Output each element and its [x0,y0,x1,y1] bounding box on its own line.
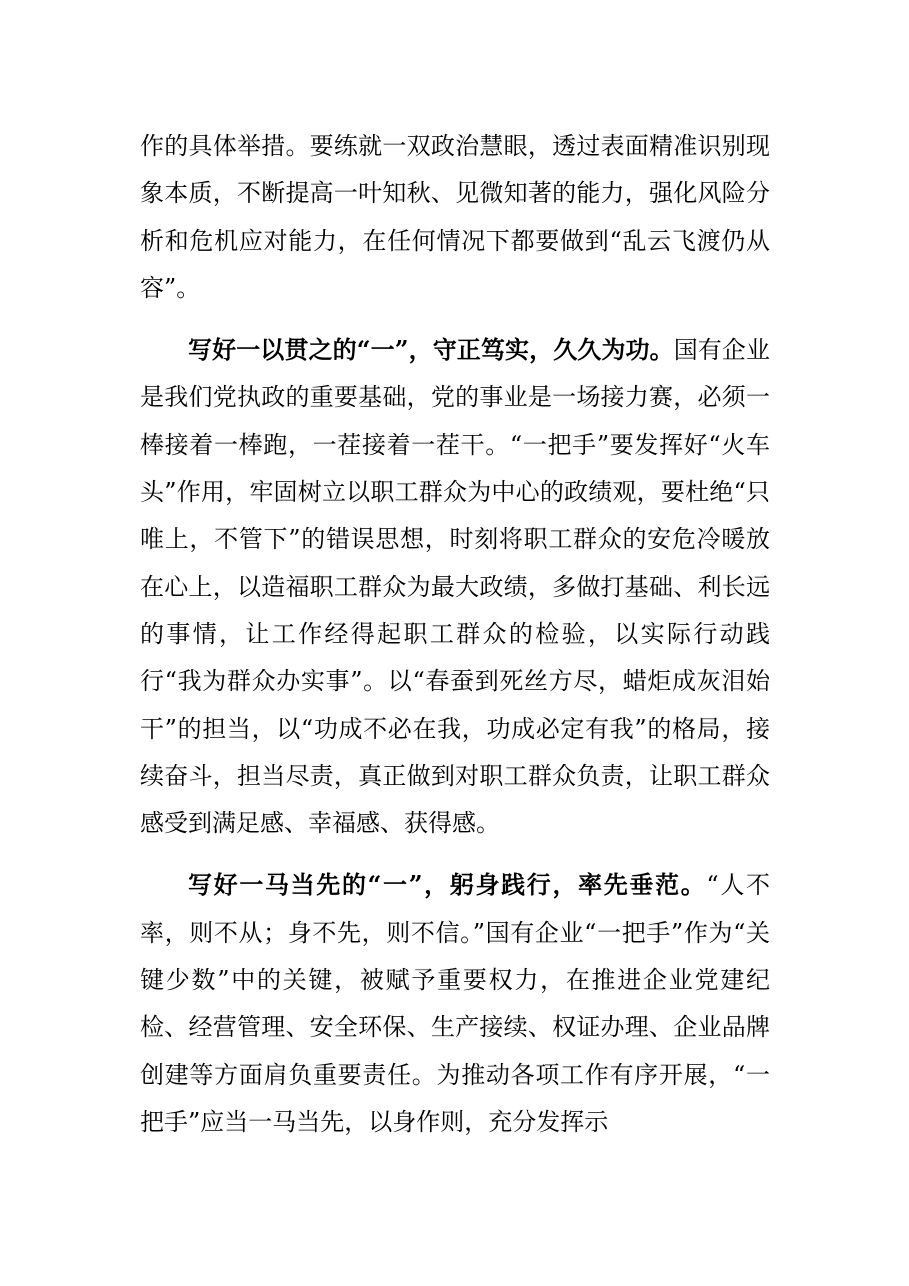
paragraph-2-heading: 写好一以贯之的“一”，守正笃实，久久为功。 [188,335,674,365]
paragraph-3 [140,861,770,1146]
paragraph-3-body: “人不率，则不从；身不先，则不信。”国有企业“一把手”作为“关键少数”中的关键，被赋予重要权力，在推进企业党建纪检、经营管理、安全环保、生产接续、权证办理、企业品牌创建等方面肩负重要责任。为推动各项工作有序开展，“一把手”应当一马当先，以身作则，充分发挥示 [140,871,770,1136]
paragraph-2 [140,326,770,847]
document-page [140,123,770,1146]
paragraph-1 [140,123,770,312]
paragraph-2-body: 国有企业是我们党执政的重要基础，党的事业是一场接力赛，必须一棒接着一棒跑，一茬接着一茬干。“一把手”要发挥好“火车头”作用，牢固树立以职工群众为中心的政绩观，要杜绝“只唯上，不管下”的错误思想，时刻将职工群众的安危冷暖放在心上，以造福职工群众为最大政绩，多做打基础、利长远的事情，让工作经得起职工群众的检验，以实际行动践行“我为群众办实事”。以“春蚕到死丝方尽，蜡炬成灰泪始干”的担当，以“功成不必在我，功成必定有我”的格局，接续奋斗，担当尽责，真正做到对职工群众负责，让职工群众感受到满足感、幸福感、获得感。 [140,336,771,838]
paragraph-3-heading: 写好一马当先的“一”，躬身践行，率先垂范。 [188,870,707,900]
paragraph-1-body: 作的具体举措。要练就一双政治慧眼，透过表面精准识别现象本质，不断提高一叶知秋、见微知著的能力，强化风险分析和危机应对能力，在任何情况下都要做到“乱云飞渡仍从容”。 [140,132,770,302]
